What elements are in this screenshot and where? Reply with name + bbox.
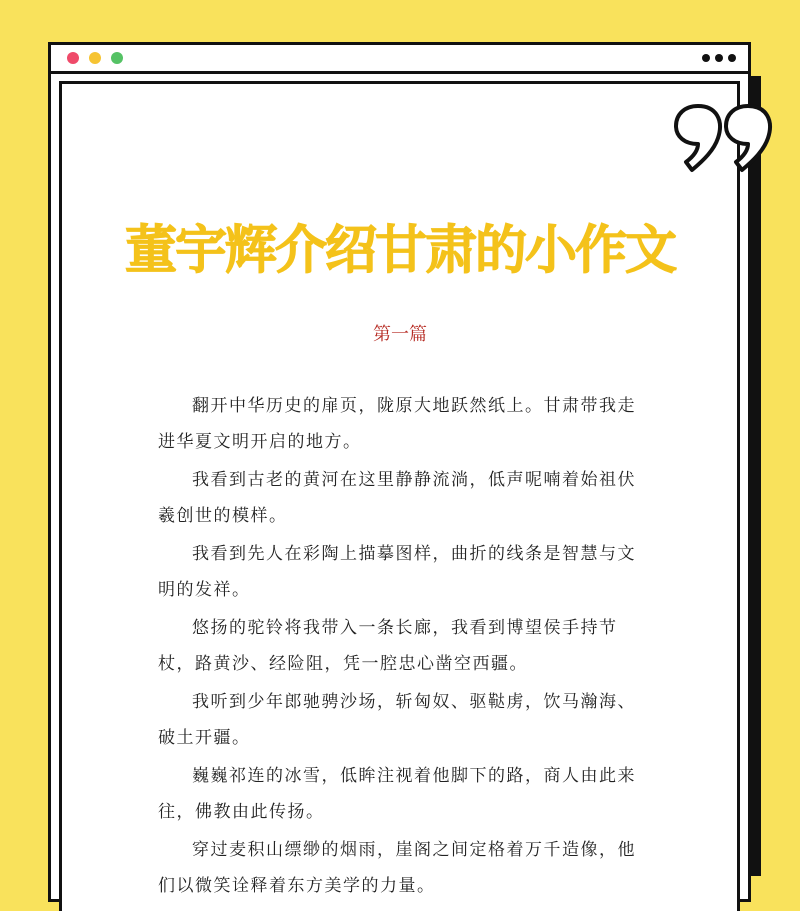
paragraph: 我听到少年郎驰骋沙场，斩匈奴、驱鞑虏，饮马瀚海、破土开疆。: [158, 692, 636, 748]
close-dot-icon[interactable]: [67, 52, 79, 64]
paragraph: 我看到古老的黄河在这里静静流淌，低声呢喃着始祖伏羲创世的模样。: [158, 470, 636, 526]
paragraph: 翻开中华历史的扉页，陇原大地跃然纸上。甘肃带我走进华夏文明开启的地方。: [158, 396, 636, 452]
paragraph: 巍巍祁连的冰雪，低眸注视着他脚下的路，商人由此来往，佛教由此传扬。: [158, 766, 636, 822]
document-title: 董宇辉介绍甘肃的小作文: [124, 221, 675, 281]
paragraph: 我看到先人在彩陶上描摹图样，曲折的线条是智慧与文明的发祥。: [158, 544, 636, 600]
paragraph: 穿过麦积山缥缈的烟雨，崖阁之间定格着万千造像，他们以微笑诠释着东方美学的力量。: [158, 840, 636, 896]
title-bar: [51, 45, 748, 74]
paragraph: 悠扬的驼铃将我带入一条长廊，我看到博望侯手持节杖，路黄沙、经险阻，凭一腔忠心凿空西疆。: [158, 618, 618, 674]
minimize-dot-icon[interactable]: [89, 52, 101, 64]
quote-mark-icon: [668, 100, 778, 180]
document-body: [158, 388, 648, 906]
maximize-dot-icon[interactable]: [111, 52, 123, 64]
more-dots-icon[interactable]: [702, 54, 736, 63]
document-subtitle: 第一篇: [373, 324, 427, 345]
